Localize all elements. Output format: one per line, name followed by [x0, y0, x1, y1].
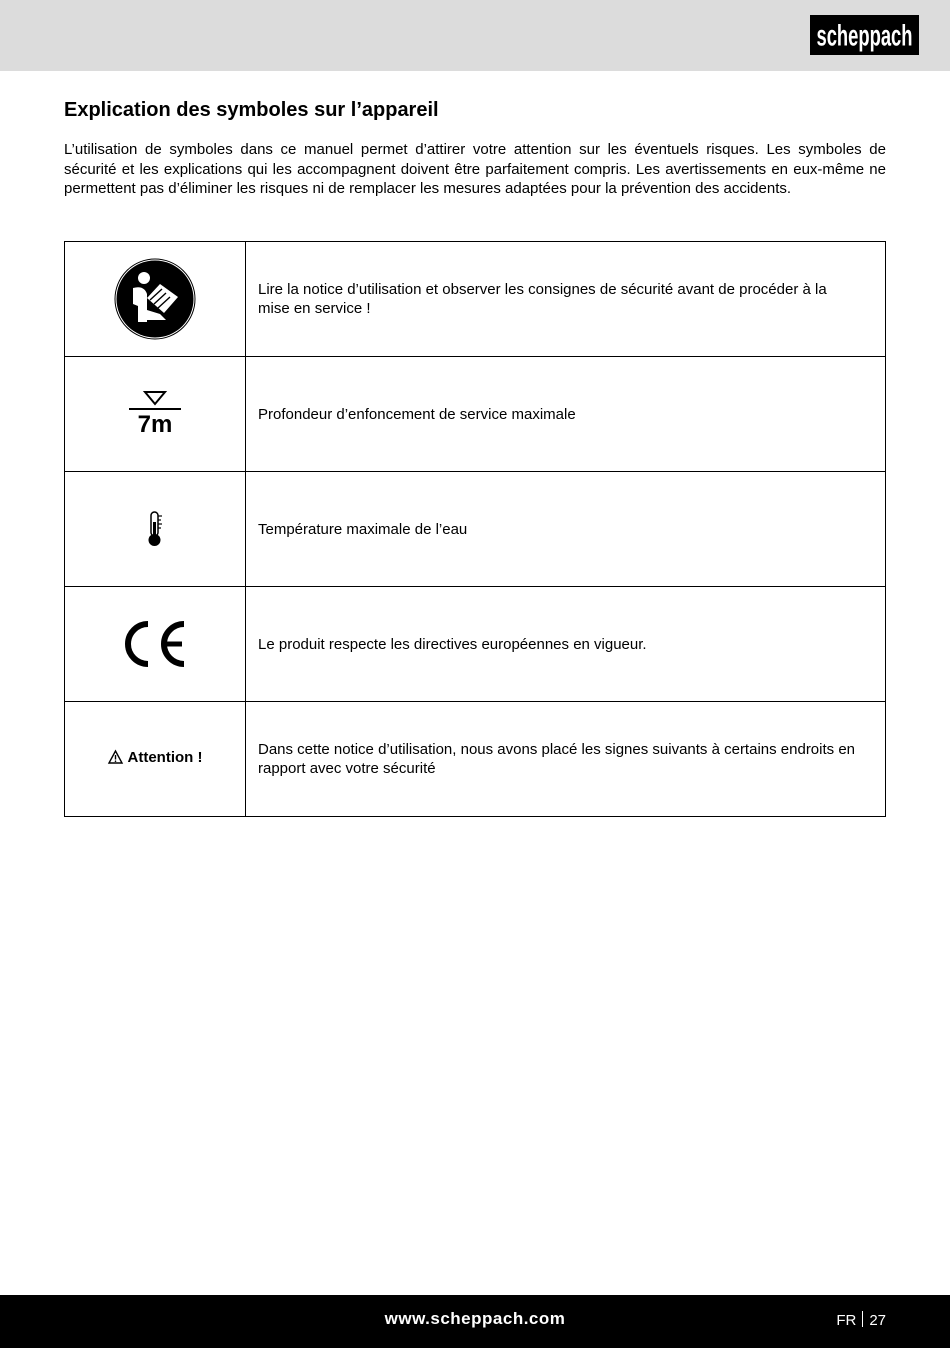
depth-label: 7m [137, 411, 173, 438]
table-row [65, 357, 886, 472]
symbol-description: Le produit respecte les directives européennes en vigueur. [246, 587, 886, 702]
symbol-description: Dans cette notice d’utilisation, nous avons placé les signes suivants à certains endroits en rapport avec votre sécurité [246, 702, 886, 817]
symbol-description: Température maximale de l’eau [246, 472, 886, 587]
table-row [65, 472, 886, 587]
page-number: 27 [869, 1312, 886, 1329]
depth-icon [127, 389, 183, 439]
symbol-cell [65, 702, 246, 817]
symbol-table [64, 241, 886, 817]
page-title: Explication des symboles sur l’appareil [64, 99, 439, 121]
language-code: FR [836, 1312, 857, 1329]
page-separator [862, 1311, 863, 1327]
brand-logo-text: scheppach [816, 18, 913, 52]
header-band [0, 0, 950, 71]
thermometer-icon [145, 510, 165, 548]
footer [0, 1295, 950, 1348]
symbol-description: Lire la notice d’utilisation et observer les consignes de sécurité avant de procéder à la mise en service ! [246, 242, 886, 357]
read-manual-icon [114, 258, 196, 340]
symbol-cell [65, 472, 246, 587]
ce-mark-icon [122, 620, 188, 668]
symbol-description: Profondeur d’enfoncement de service maximale [246, 357, 886, 472]
brand-logo [810, 15, 919, 55]
footer-url[interactable]: www.scheppach.com [384, 1309, 566, 1328]
attention-label [108, 749, 203, 766]
intro-paragraph: L’utilisation de symboles dans ce manuel permet d’attirer votre attention sur les éventuels risques. Les symboles de sécurité et les explications qui les accompagnent doivent être parfaitement compris. Les avertissements en eux-même ne permettent pas d’éliminer les risques ni de remplacer les mesures adaptées pour la prévention des accidents. [64, 141, 886, 197]
table-row [65, 702, 886, 817]
table-row [65, 587, 886, 702]
attention-text: Attention ! [127, 748, 203, 766]
symbol-cell [65, 357, 246, 472]
symbol-cell [65, 587, 246, 702]
table-row [65, 242, 886, 357]
warning-icon [108, 750, 123, 764]
symbol-cell [65, 242, 246, 357]
page-indicator [836, 1311, 886, 1329]
